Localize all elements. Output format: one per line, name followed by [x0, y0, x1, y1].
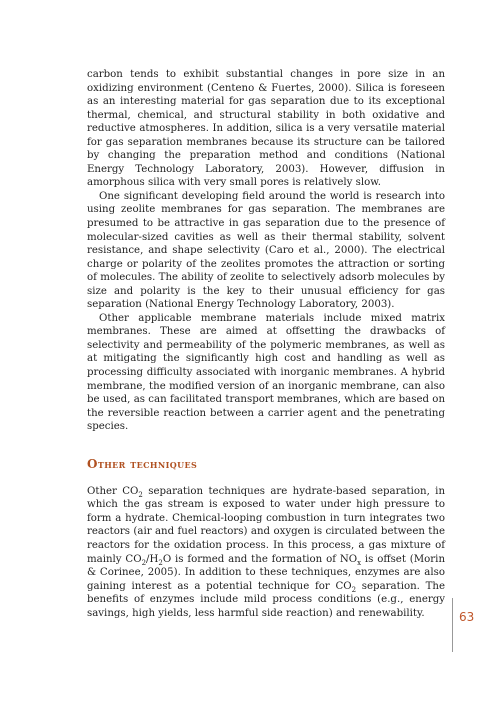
text-run: O is formed and the formation of NO [162, 553, 358, 565]
paragraph-silica: carbon tends to exhibit substantial changes in pore size in an oxidizing environment (Centeno & Fuertes, 2000). Silica is foreseen as an interesting material for gas separation due to its exceptional thermal, chemical, and structural stability in both oxidative and reductive atmospheres. In addition, silica is a very versatile material for gas separation membranes because its structure can be tailored by changing the preparation method and conditions (National Energy Technology Laboratory, 2003). However, diffusion in amorphous silica with very small pores is relatively slow. [87, 69, 445, 189]
text-run: Other CO [87, 485, 139, 497]
text-run: separation. The benefits of enzymes include mild process conditions (e.g., energy savings, high yields, less harmful side reaction) and renewability. [87, 580, 445, 619]
page-body [87, 68, 445, 620]
text-run: /H [146, 553, 159, 565]
page-number: 63 [459, 610, 475, 624]
page-number-rule [452, 598, 453, 652]
subscript: 2 [138, 490, 143, 499]
subscript: 2 [158, 558, 163, 567]
section-heading: Other techniques [87, 456, 198, 471]
paragraph-mixed-matrix: Other applicable membrane materials include mixed matrix membranes. These are aimed at offsetting the drawbacks of selectivity and permeability of the polymeric membranes, as well as at mitigating the significantly high cost and handling as well as processing difficulty associated with inorganic membranes. A hybrid membrane, the modified version of an inorganic membrane, can also be used, as can facilitated transport membranes, which are based on the reversible reaction between a carrier agent and the penetrating species. [87, 312, 445, 433]
paragraph-zeolite: One significant developing field around the world is research into using zeolite membranes for gas separation. The membranes are presumed to be attractive in gas separation due to the presence of molecular-sized cavities as well as their thermal stability, solvent resistance, and shape selectivity (Caro et al., 2000). The electrical charge or polarity of the zeolites promotes the attraction or sorting of molecules. The ability of zeolite to selectively adsorb molecules by size and polarity is the key to their unusual efficiency for gas separation (National Energy Technology Laboratory, 2003). [87, 190, 445, 311]
subscript: 2 [351, 585, 357, 594]
subscript: x [357, 558, 362, 567]
text-run: separation techniques are hydrate-based separation, in which the gas stream is exposed to water under high pressure to form a hydrate. Chemical-looping combustion in turn integrates two reactors (air and fuel reactors) and oxygen is circulated between the reactors for the oxidation process. In this process, a gas mixture of mainly CO [87, 485, 446, 565]
paragraph-other-techniques [87, 485, 445, 620]
text-run: is offset (Morin & Corinee, 2005). In addition to these techniques, enzymes are also gaining interest as a potential technique for CO [87, 553, 446, 592]
subscript: 2 [141, 558, 147, 567]
